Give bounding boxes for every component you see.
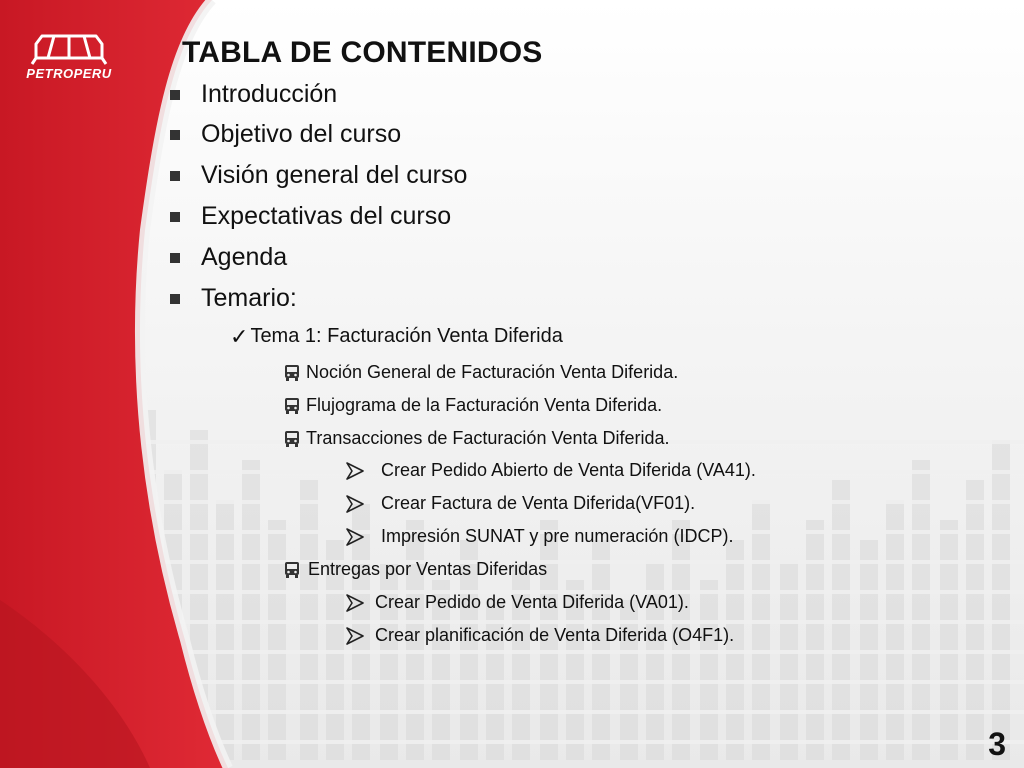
toc-subitem xyxy=(284,428,670,449)
toc-subitem-label: Noción General de Facturación Venta Diferida. xyxy=(306,362,679,382)
square-bullet-icon xyxy=(170,90,180,100)
toc-leaf-item xyxy=(345,625,734,646)
toc-subitem xyxy=(284,395,662,416)
toc-subitem xyxy=(284,362,678,383)
toc-leaf-item xyxy=(345,526,733,547)
arrow-bullet-icon xyxy=(345,627,365,645)
toc-leaf-item xyxy=(345,460,756,481)
bus-icon xyxy=(284,397,300,415)
arrow-bullet-icon xyxy=(345,495,365,513)
square-bullet-icon xyxy=(170,253,180,263)
square-bullet-icon xyxy=(170,130,180,140)
toc-leaf-label: Crear Factura de Venta Diferida(VF01). xyxy=(381,493,696,513)
toc-item-label: Agenda xyxy=(201,243,288,271)
toc-tema-label: Tema 1: Facturación Venta Diferida xyxy=(250,325,563,347)
toc-item xyxy=(170,243,287,272)
toc-subitem-label: Transacciones de Facturación Venta Diferida. xyxy=(306,428,670,448)
toc-item-label: Introducción xyxy=(201,80,338,108)
toc-tema xyxy=(230,325,563,348)
toc-item-label: Visión general del curso xyxy=(201,161,468,189)
toc-subitem-label: Entregas por Ventas Diferidas xyxy=(308,559,548,579)
toc-item-label: Temario: xyxy=(201,284,297,312)
toc-leaf-label: Crear planificación de Venta Diferida (O4F1). xyxy=(375,625,735,645)
bus-icon xyxy=(284,561,300,579)
toc-item xyxy=(170,202,451,231)
toc-item xyxy=(170,80,337,109)
page-title: TABLA DE CONTENIDOS xyxy=(182,36,543,69)
toc-leaf-label: Impresión SUNAT y pre numeración (IDCP). xyxy=(381,526,734,546)
toc-item xyxy=(170,284,297,313)
square-bullet-icon xyxy=(170,294,180,304)
arrow-bullet-icon xyxy=(345,462,365,480)
toc-leaf-item xyxy=(345,493,695,514)
toc-subitem-label: Flujograma de la Facturación Venta Diferida. xyxy=(306,395,663,415)
page-number: 3 xyxy=(988,726,1006,762)
square-bullet-icon xyxy=(170,171,180,181)
toc-leaf-label: Crear Pedido de Venta Diferida (VA01). xyxy=(375,592,689,612)
toc-item xyxy=(170,161,467,190)
square-bullet-icon xyxy=(170,212,180,222)
toc-item-label: Objetivo del curso xyxy=(201,120,402,148)
toc-item-label: Expectativas del curso xyxy=(201,202,452,230)
checkmark-icon: ✓ xyxy=(230,323,249,349)
brand-name: PETROPERU xyxy=(26,66,112,81)
toc-item xyxy=(170,120,401,149)
toc-leaf-item xyxy=(345,592,689,613)
toc-subitem xyxy=(284,559,547,580)
bus-icon xyxy=(284,364,300,382)
bus-icon xyxy=(284,430,300,448)
arrow-bullet-icon xyxy=(345,528,365,546)
toc-leaf-label: Crear Pedido Abierto de Venta Diferida (VA41). xyxy=(381,460,756,480)
arrow-bullet-icon xyxy=(345,594,365,612)
